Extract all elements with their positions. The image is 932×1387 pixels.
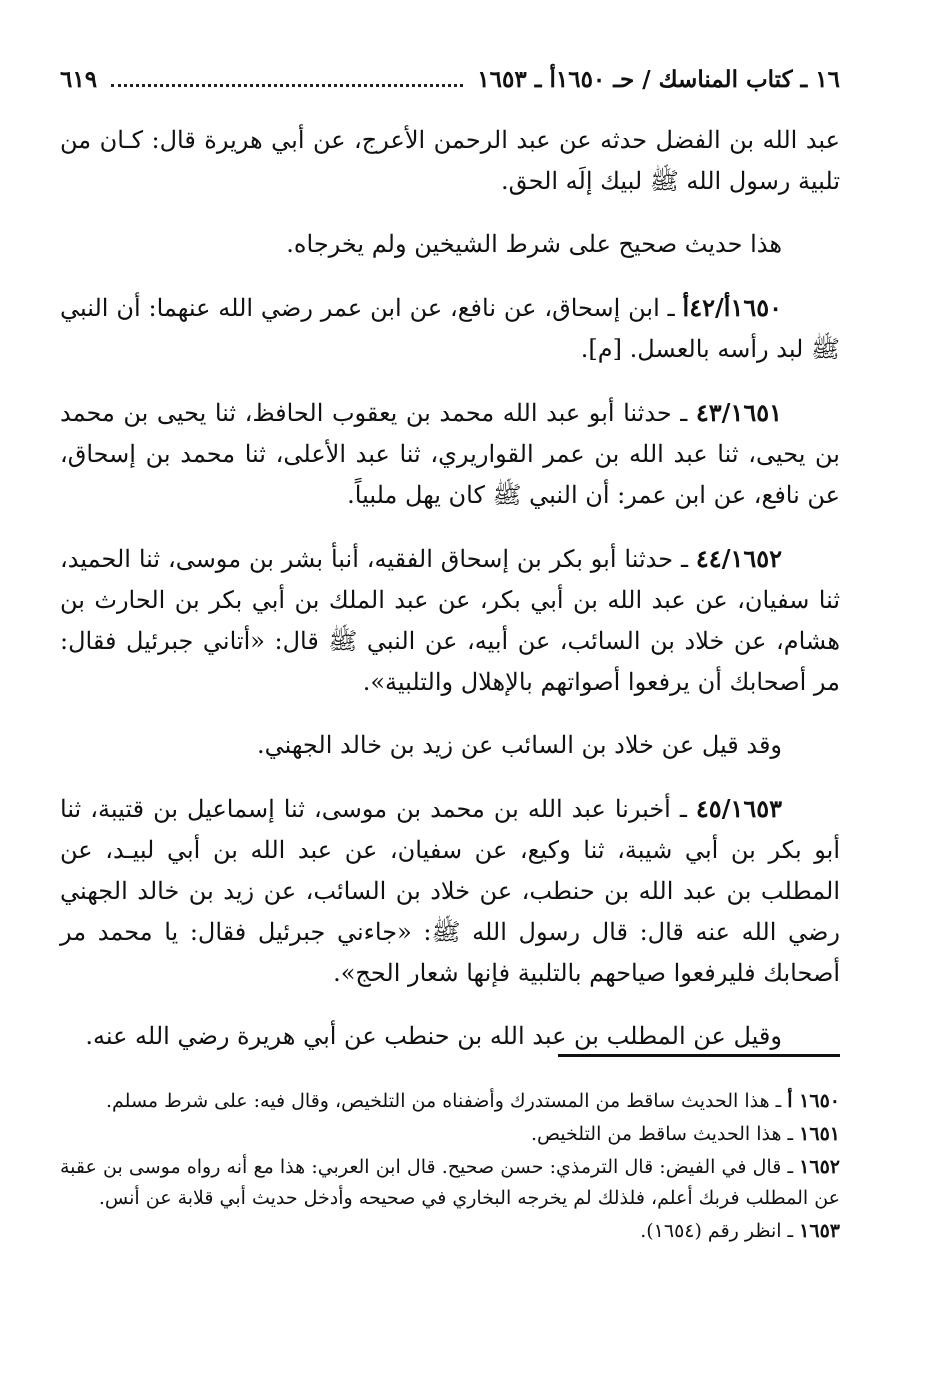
footnote-divider [558, 1054, 840, 1057]
hadith-text: ـ حدثنا أبو بكر بن إسحاق الفقيه، أنبأ بشر بن موسى، ثنا الحميد، ثنا سفيان، عن عبد الله بن أبي بكر، عن عبد الملك بن أبي بكر بن الحارث بن هشام، عن خلاد بن السائب، عن أبيه، عن النبي ﷺ قال: «أتاني جبرئيل فقال: مر أصحابك أن يرفعوا أصواتهم بالإهلال والتلبية». [60, 545, 840, 696]
footnote [60, 1119, 840, 1150]
footnote-number: ١٦٥١ [799, 1123, 840, 1145]
footnote [60, 1086, 840, 1117]
footnote-number: ١٦٥٠ أ [787, 1090, 840, 1112]
footnote [60, 1216, 840, 1247]
header-title: ١٦ ـ كتاب المناسك / حـ ١٦٥٠أ ـ ١٦٥٣ [477, 65, 840, 93]
main-text [60, 120, 840, 1079]
paragraph [60, 120, 840, 202]
paragraph-text: عبد الله بن الفضل حدثه عن عبد الرحمن الأعرج، عن أبي هريرة قال: كـان من تلبية رسول الله ﷺ لبيك إلَه الحق. [60, 126, 840, 195]
hadith-text: ـ أخبرنا عبد الله بن محمد بن موسى، ثنا إسماعيل بن قتيبة، ثنا أبو بكر بن أبي شيبة، ثنا وكيع، عن سفيان، عن عبد الله بن أبي لبيـد، عن المطلب بن عبد الله بن حنطب، عن خلاد بن السائب، عن زيد بن خالد الجهني رضي الله عنه قال: قال رسول الله ﷺ: «جاءني جبرئيل فقال: يا محمد مر أصحابك فليرفعوا صياحهم بالتلبية فإنها شعار الحج». [60, 795, 840, 987]
hadith-text: ـ حدثنا أبو عبد الله محمد بن يعقوب الحافظ، ثنا يحيى بن محمد بن يحيى، ثنا عبد الله بن عمر القواريري، ثنا عبد الأعلى، ثنا محمد بن إسحاق، عن نافع، عن ابن عمر: أن النبي ﷺ كان يهل ملبياً. [60, 399, 840, 509]
header-dotted-leader [111, 84, 463, 87]
footnote [60, 1152, 840, 1214]
paragraph [60, 725, 840, 766]
paragraph-text: وقد قيل عن خلاد بن السائب عن زيد بن خالد الجهني. [256, 731, 782, 759]
hadith-entry [60, 287, 840, 370]
hadith-text: ـ ابن إسحاق، عن نافع، عن ابن عمر رضي الله عنهما: أن النبي ﷺ لبد رأسه بالعسل. [م]. [60, 294, 840, 363]
hadith-number: ١٦٥٠أ/٤٢أ [682, 293, 782, 322]
footnote-text: ـ قال في الفيض: قال الترمذي: حسن صحيح. قال ابن العربي: هذا مع أنه رواه موسى بن عقبة عن المطلب فربك أعلم، فلذلك لم يخرجه البخاري في صحيحه وأدخل حديث أبي قلابة عن أنس. [60, 1156, 840, 1209]
paragraph-text: وقيل عن المطلب بن عبد الله بن حنطب عن أبي هريرة رضي الله عنه. [85, 1022, 782, 1050]
hadith-number: ٤٣/١٦٥١ [695, 398, 782, 427]
footnote-text: ـ هذا الحديث ساقط من التلخيص. [530, 1123, 800, 1145]
hadith-number: ٤٥/١٦٥٣ [695, 794, 783, 823]
hadith-entry [60, 392, 840, 516]
running-header [60, 62, 840, 96]
hadith-number: ٤٤/١٦٥٢ [695, 544, 783, 573]
footnotes [60, 1086, 840, 1249]
paragraph-text: هذا حديث صحيح على شرط الشيخين ولم يخرجاه. [286, 230, 782, 258]
footnote-number: ١٦٥٣ [799, 1220, 840, 1242]
hadith-entry [60, 538, 840, 703]
page-number: ٦١٩ [60, 65, 98, 93]
hadith-entry [60, 788, 840, 994]
paragraph [60, 224, 840, 265]
book-page [60, 50, 840, 1340]
footnote-text: ـ انظر رقم (١٦٥٤). [640, 1220, 800, 1242]
footnote-text: ـ هذا الحديث ساقط من المستدرك وأضفناه من التلخيص، وقال فيه: على شرط مسلم. [106, 1090, 788, 1112]
footnote-number: ١٦٥٢ [799, 1156, 840, 1178]
paragraph [60, 1016, 840, 1057]
